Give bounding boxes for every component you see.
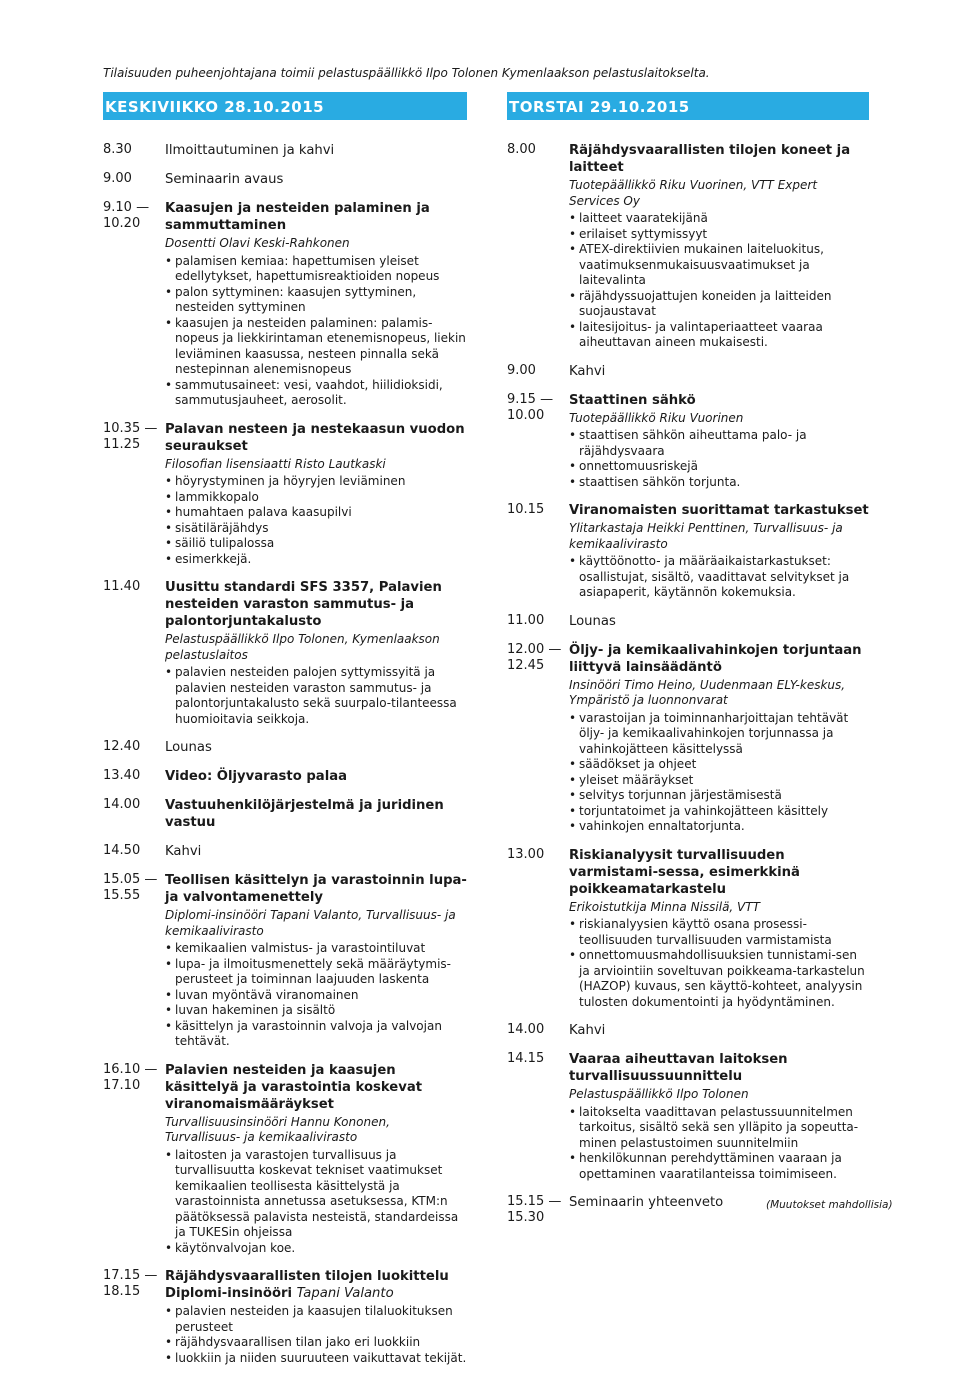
day-header: KESKIVIIKKO 28.10.2015 [103,92,467,120]
entry-title: Video: Öljyvarasto palaa [165,769,348,784]
entry-bullet-list [569,917,869,1010]
bullet-item: • palavien nesteiden palojen syttymissyitä ja palavien nesteiden varaston sammutus- ja palontorjuntakalusto sekä suurpalo-tilanteessa huomioitavia seikkoja. [165,665,467,727]
bullet-item: • käytönvalvojan koe. [165,1241,467,1257]
bullet-item: • staattisen sähkön torjunta. [569,475,869,491]
intro-text: Tilaisuuden puheenjohtajana toimii pelastuspäällikkö Ilpo Tolonen Kymenlaakson pelastuslaitokselta. [103,66,710,80]
bullet-item: • onnettomuusmahdollisuuksien tunnistami-sen ja arviointiin soveltuvan poikkeama-tarkastelun (HAZOP) kuvaus, sen käyttö-kohteet, analyysin tulosten dokumentointi ja hyödyntäminen. [569,948,869,1010]
bullet-item: • ATEX-direktiivien mukainen laiteluokitus, vaatimuksenmukaisuusvaatimukset ja laitevalinta [569,242,869,289]
bullet-item: • laitosten ja varastojen turvallisuus ja turvallisuutta koskevat tekniset vaatimukset kemikaalien teollisesta käsittelystä ja varastoinnista annetussa asetuksessa, KTM:n päätöksessä palavista nesteistä, standardeissa ja TUKESin ohjeissa [165,1148,467,1241]
entry-bullet-list [569,211,869,351]
bullet-item: • yleiset määräykset [569,773,869,789]
entry-speaker: Pelastuspäällikkö Ilpo Tolonen [569,1087,749,1101]
bullet-item: • räjähdysvaarallisen tilan jako eri luokkiin [165,1335,467,1351]
entry-title: Räjähdysvaarallisten tilojen luokittelu [165,1269,449,1284]
entry-content [569,1051,869,1182]
entry-title: Vaaraa aiheuttavan laitoksen turvallisuussuunnittelu [569,1052,788,1084]
bullet-item: • laitteet vaaratekijänä [569,211,869,227]
bullet-item: • erilaiset syttymissyyt [569,227,869,243]
bullet-item: • luokkiin ja niiden suuruuteen vaikuttavat tekijät. [165,1351,467,1367]
entry-title-prefix: Diplomi-insinööri [165,1286,293,1301]
program-entry [507,847,869,1011]
bullet-item: • sisätiläräjähdys [165,521,467,537]
program-entry [507,392,869,491]
entry-content [165,1062,467,1257]
entry-time: 13.00 [507,846,545,862]
bullet-item: • palamisen kemiaa: hapettumisen yleiset edellytykset, hapettumisreaktioiden nopeus [165,254,467,285]
program-entry [103,768,467,785]
entry-title: Räjähdysvaarallisten tilojen koneet ja laitteet [569,143,851,175]
bullet-item: • laitesijoitus- ja valintaperiaatteet vaaraa aiheuttavan aineen mukaisesti. [569,320,869,351]
program-entry [507,1022,869,1039]
bullet-item: • laitokselta vaadittavan pelastussuunnitelmen tarkoitus, sisältö sekä sen ylläpito ja sopeutta-minen pelastustoimen suunnitelmiin [569,1105,869,1152]
entry-time: 11.40 [103,579,141,594]
program-entry [103,739,467,756]
entry-content [569,1022,869,1039]
entry-speaker: Diplomi-insinööri Tapani Valanto, Turvallisuus- ja kemikaalivirasto [165,908,456,938]
program-entry [507,1051,869,1182]
entry-title: Ilmoittautuminen ja kahvi [165,143,335,158]
entry-speaker-inline: Tapani Valanto [296,1286,394,1301]
entry-speaker: Pelastuspäällikkö Ilpo Tolonen, Kymenlaakson pelastuslaitos [165,632,440,662]
day-column-wednesday [103,92,467,1378]
program-entry [103,579,467,727]
entry-content [569,392,869,491]
entry-content [165,797,467,831]
entry-time: 13.40 [103,768,141,783]
entry-content [165,171,467,188]
entry-content [165,872,467,1050]
entry-speaker: Turvallisuusinsinööri Hannu Kononen, Turvallisuus- ja kemikaalivirasto [165,1114,390,1144]
entry-content [569,363,869,380]
entry-bullet-list [569,428,869,490]
entry-time: 9.00 [507,362,536,378]
entry-time: 8.30 [103,142,132,157]
bullet-item: • höyrystyminen ja höyryjen leviäminen [165,474,467,490]
bullet-item: • käsittelyn ja varastoinnin valvoja ja valvojan tehtävät. [165,1019,467,1050]
entry-bullet-list [165,941,467,1050]
bullet-item: • lammikkopalo [165,490,467,506]
entry-bullet-list [165,665,467,727]
entry-title: Kahvi [569,1023,606,1038]
entry-title: Staattinen sähkö [569,392,696,408]
program-entry [103,797,467,831]
changes-note: (Muutokset mahdollisia) [766,1199,893,1211]
entry-title: Vastuuhenkilöjärjestelmä ja juridinen vastuu [165,798,444,830]
entry-speaker: Tuotepäällikkö Riku Vuorinen [569,410,744,425]
bullet-item: • palon syttyminen: kaasujen syttyminen, nesteiden syttyminen [165,285,467,316]
entry-time: 9.15 — 10.00 [507,391,554,423]
entry-bullet-list [569,711,869,835]
entry-content [569,613,869,630]
entry-time: 14.00 [103,797,141,812]
bullet-item: • säiliö tulipalossa [165,536,467,552]
bullet-item: • staattisen sähkön aiheuttama palo- ja räjähdysvaara [569,428,869,459]
entry-speaker: Erikoistutkija Minna Nissilä, VTT [569,899,760,914]
entry-time: 10.35 — 11.25 [103,420,158,452]
entry-content [165,768,467,785]
entry-title: Kahvi [569,363,606,379]
entry-content [165,739,467,756]
entry-speaker: Ylitarkastaja Heikki Penttinen, Turvallisuus- ja kemikaalivirasto [569,521,843,551]
entry-time: 10.15 [507,502,545,517]
program-entry [507,363,869,380]
entry-time: 17.15 — 18.15 [103,1268,158,1299]
entry-title: Kahvi [165,844,202,859]
entry-time: 14.15 [507,1051,545,1066]
entry-time: 16.10 — 17.10 [103,1061,158,1093]
day-column-thursday [507,92,869,1238]
program-entry [103,1062,467,1257]
entry-content [165,142,467,159]
bullet-item: • riskianalyysien käyttö osana prosessi-teollisuuden turvallisuuden varmistamista [569,917,869,948]
entry-time: 15.15 — 15.30 [507,1194,562,1225]
bullet-item: • käyttöönotto- ja määräaikaistarkastukset: osallistujat, sisältö, vaadittavat selvitykset ja asiapaperit, käytännön kokemuksia. [569,554,869,601]
entry-bullet-list [569,554,869,601]
entry-title: Öljy- ja kemikaalivahinkojen torjuntaan liittyvä lainsäädäntö [569,642,862,675]
entry-title: Riskianalyysit turvallisuuden varmistami-sessa, esimerkkinä poikkeamatarkastelu [569,847,800,897]
entry-speaker: Insinööri Timo Heino, Uudenmaan ELY-keskus, Ympäristö ja luonnonvarat [569,677,846,707]
bullet-item: • räjähdyssuojattujen koneiden ja laitteiden suojaustavat [569,289,869,320]
entry-title: Seminaarin avaus [165,172,284,187]
entry-title: Kaasujen ja nesteiden palaminen ja sammuttaminen [165,201,430,233]
bullet-item: • lupa- ja ilmoitusmenettely sekä määräytymis-perusteet ja toiminnan laajuuden laskenta [165,957,467,988]
program-entry [507,502,869,601]
entry-title: Lounas [165,740,212,755]
entry-content [165,843,467,860]
entry-title: Palavan nesteen ja nestekaasun vuodon seuraukset [165,421,465,454]
entry-time: 8.00 [507,142,536,157]
program-entry [507,613,869,630]
entry-time: 12.40 [103,739,141,754]
entry-title: Viranomaisten suorittamat tarkastukset [569,503,869,518]
entry-content [569,642,869,835]
bullet-item: • palavien nesteiden ja kaasujen tilaluokituksen perusteet [165,1304,467,1335]
entry-content [569,142,869,351]
entry-title: Lounas [569,613,616,629]
entry-speaker: Dosentti Olavi Keski-Rahkonen [165,236,350,250]
bullet-item: • henkilökunnan perehdyttäminen vaaraan ja opettaminen vaaratilanteissa toimimiseen. [569,1151,869,1182]
bullet-item: • onnettomuusriskejä [569,459,869,475]
entry-content [165,579,467,727]
entry-bullet-list [165,1148,467,1257]
entry-speaker: Tuotepäällikkö Riku Vuorinen, VTT Expert Services Oy [569,178,818,208]
entry-time: 11.00 [507,612,545,628]
entry-bullet-list [165,254,467,409]
entry-title: Teollisen käsittelyn ja varastoinnin lupa- ja valvontamenettely [165,873,467,905]
bullet-item: • kemikaalien valmistus- ja varastointiluvat [165,941,467,957]
bullet-item: • esimerkkejä. [165,552,467,568]
program-entry [103,843,467,860]
entry-bullet-list [165,1304,467,1366]
bullet-item: • luvan myöntävä viranomainen [165,988,467,1004]
bullet-item: • luvan hakeminen ja sisältö [165,1003,467,1019]
bullet-item: • selvitys torjunnan järjestämisestä [569,788,869,804]
entry-time: 12.00 — 12.45 [507,641,562,673]
bullet-item: • vahinkojen ennaltatorjunta. [569,819,869,835]
program-entry [103,171,467,188]
entry-title: Palavien nesteiden ja kaasujen käsittelyä ja varastointia koskevat viranomaismääräykset [165,1062,423,1112]
program-entry [507,642,869,835]
entry-content [569,502,869,601]
entry-time: 9.10 — 10.20 [103,200,150,231]
bullet-item: • humahtaen palava kaasupilvi [165,505,467,521]
entry-title: Uusittu standardi SFS 3357, Palavien nesteiden varaston sammutus- ja palontorjuntakalusto [165,580,442,629]
entry-time: 9.00 [103,171,132,186]
entry-bullet-list [569,1105,869,1183]
program-entry [103,142,467,159]
entry-time: 15.05 — 15.55 [103,872,158,903]
entry-time: 14.50 [103,843,141,858]
entry-time: 14.00 [507,1022,545,1037]
bullet-item: • torjuntatoimet ja vahinkojätteen käsittely [569,804,869,820]
day-header: TORSTAI 29.10.2015 [507,92,869,120]
entry-speaker: Filosofian lisensiaatti Risto Lautkaski [165,456,386,471]
program-entry [103,1268,467,1366]
program-entry [507,142,869,351]
entry-title: Seminaarin yhteenveto [569,1195,724,1210]
entry-content [165,421,467,568]
entry-content [165,1268,467,1366]
bullet-item: • kaasujen ja nesteiden palaminen: palamis-nopeus ja liekkirintaman etenemisnopeus, liekin leviäminen kaasussa, nesteen pinnalla sekä nestepinnan alenemisnopeus [165,316,467,378]
entry-title-line [165,1285,467,1302]
bullet-item: • varastoijan ja toiminnanharjoittajan tehtävät öljy- ja kemikaalivahinkojen torjunnassa ja vahinkojätteen käsittelyssä [569,711,869,758]
bullet-item: • sammutusaineet: vesi, vaahdot, hiilidioksidi, sammutusjauheet, aerosolit. [165,378,467,409]
entry-content [165,200,467,409]
bullet-item: • säädökset ja ohjeet [569,757,869,773]
entry-content [569,847,869,1011]
program-entry [103,421,467,568]
program-entry [103,200,467,409]
entry-bullet-list [165,474,467,567]
program-entry [103,872,467,1050]
